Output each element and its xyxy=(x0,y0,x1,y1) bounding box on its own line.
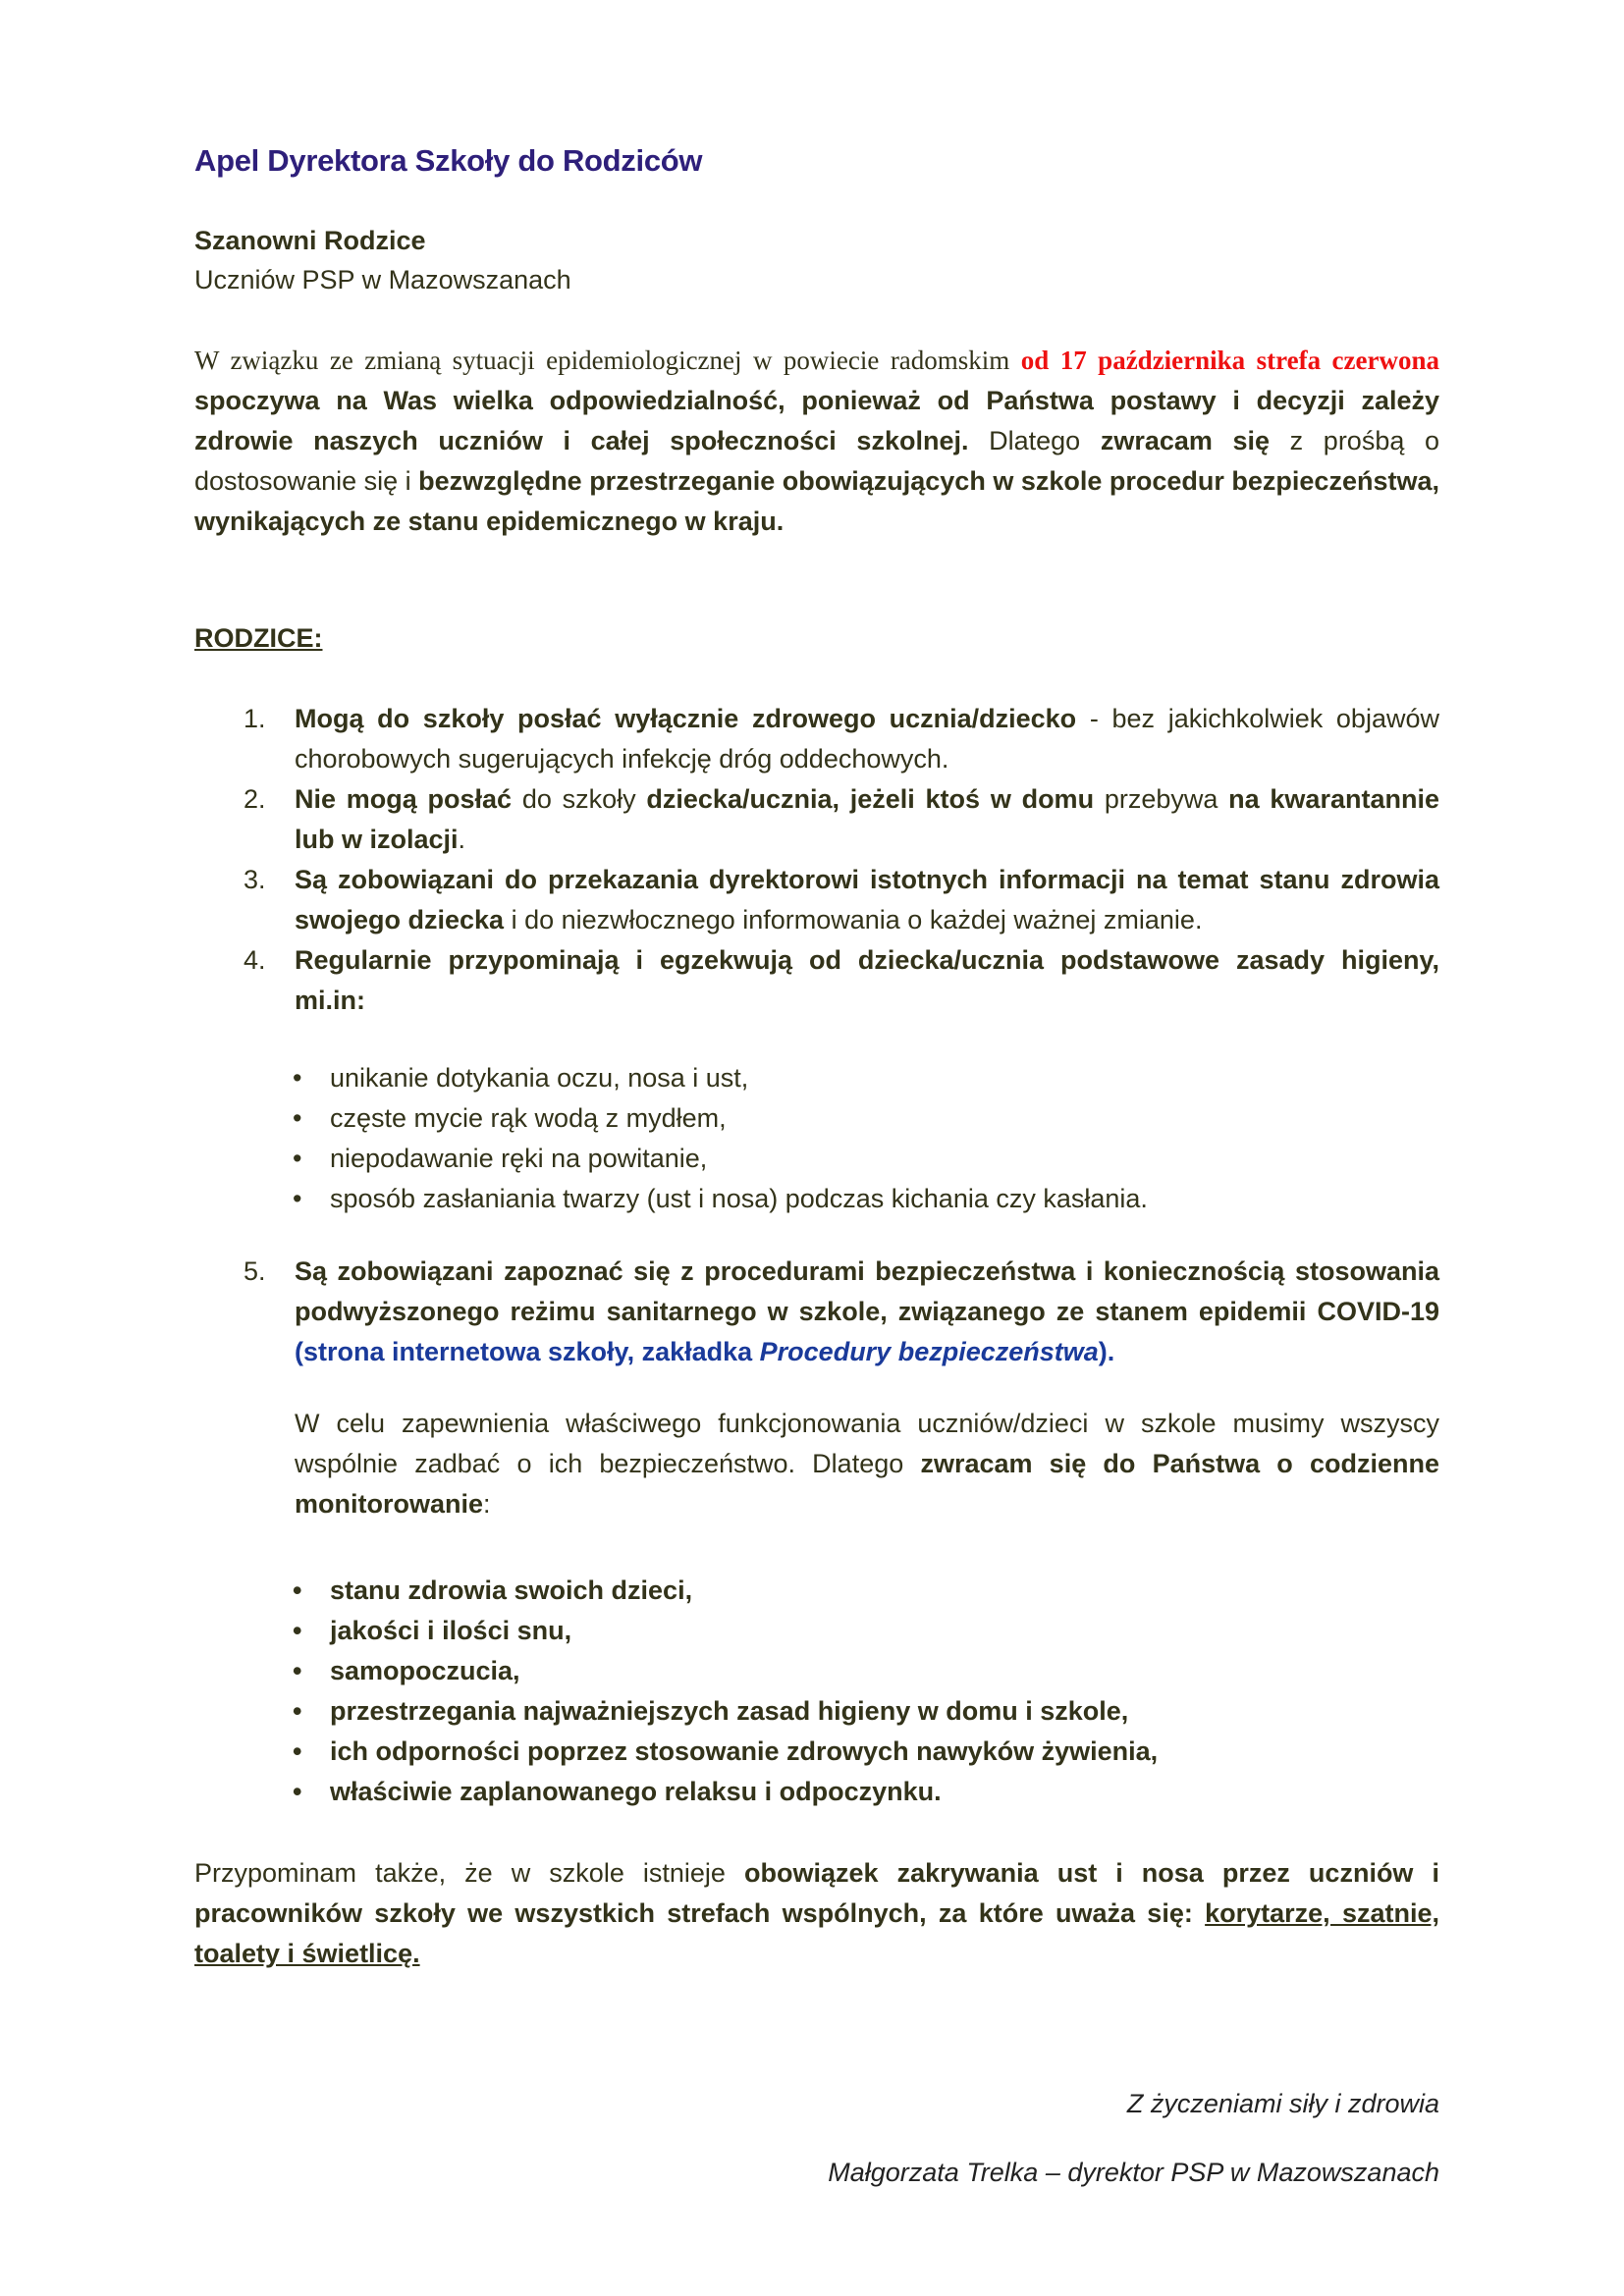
item-part: Regularnie przypominają i egzekwują od dziecka/ucznia podstawowe zasady higieny, mi.in: xyxy=(295,945,1439,1015)
hygiene-bullet: • niepodawanie ręki na powitanie, xyxy=(293,1139,1148,1179)
item-part: . xyxy=(458,825,466,854)
bullet-icon: • xyxy=(293,1144,302,1173)
bullet-icon: • xyxy=(293,1575,302,1605)
red-zone-notice: od 17 października strefa czerwona xyxy=(1020,346,1439,375)
bullet-icon: • xyxy=(293,1184,302,1213)
item5-paragraph-bold: zwracam się do Państwa o codzienne monitorowanie xyxy=(295,1449,1439,1519)
bullet-icon: • xyxy=(293,1616,302,1645)
intro-text: W związku ze zmianą sytuacji epidemiologicznej w powiecie radomskim xyxy=(194,346,1021,375)
item-content xyxy=(295,945,1439,1015)
duty-item xyxy=(244,860,1439,940)
parents-duties-list xyxy=(244,699,1439,1021)
closing-wishes: Z życzeniami siły i zdrowia xyxy=(1126,2089,1439,2118)
monitoring-bullet: • ich odporności poprzez stosowanie zdrowych nawyków żywienia, xyxy=(293,1732,1158,1772)
item-content xyxy=(295,704,1439,774)
item-part: Nie mogą posłać xyxy=(295,784,513,814)
final-paragraph: Przypominam także, że w szkole istnieje obowiązek zakrywania ust i nosa przez uczniów i pracowników szkoły we wszystkich strefach wspólnych, za które uważa się: korytarze, szatnie, toalety i świetlicę. xyxy=(194,1858,1439,1968)
item-part: - bez jakichkolwiek objawów chorobowych sugerujących infekcję dróg oddechowych. xyxy=(295,704,1439,774)
hygiene-bullet-list xyxy=(293,1058,1148,1219)
item5-bold: Są zobowiązani zapoznać się z procedurami bezpieczeństwa i koniecznością stosowania podwyższonego reżimu sanitarnego w szkole, związanego ze stanem epidemii COVID-19 xyxy=(295,1256,1439,1326)
item-part: Są zobowiązani do przekazania dyrektorowi istotnych informacji na temat stanu zdrowia swojego dziecka xyxy=(295,865,1439,934)
mask-obligation: obowiązek zakrywania ust i nosa przez uczniów i pracowników szkoły we wszystkich strefach wspólnych, za które uważa się: xyxy=(194,1858,1439,1928)
item-part: przebywa xyxy=(1094,784,1229,814)
intro-text-2: Dlatego xyxy=(968,426,1101,455)
item-number: 3. xyxy=(244,865,266,894)
item-number: 2. xyxy=(244,784,266,814)
hygiene-bullet: • częste mycie rąk wodą z mydłem, xyxy=(293,1098,1148,1139)
parents-duties-list-cont xyxy=(244,1252,1439,1372)
hygiene-bullet: • sposób zasłaniania twarzy (ust i nosa) podczas kichania czy kasłania. xyxy=(293,1179,1148,1219)
item-part: i do niezwłocznego informowania o każdej ważnej zmianie. xyxy=(504,905,1203,934)
document-title: Apel Dyrektora Szkoły do Rodziców xyxy=(194,143,703,178)
item-part: na kwarantannie lub w izolacji xyxy=(295,784,1439,854)
monitoring-bullet: • samopoczucia, xyxy=(293,1651,1158,1691)
common-areas: korytarze, szatnie, toalety i świetlicę. xyxy=(194,1898,1439,1968)
monitoring-bullet: • stanu zdrowia swoich dzieci, xyxy=(293,1571,1158,1611)
bullet-icon: • xyxy=(293,1103,302,1133)
duty-item xyxy=(244,699,1439,779)
monitoring-bullet-list xyxy=(293,1571,1158,1812)
bullet-icon: • xyxy=(293,1777,302,1806)
bullet-icon: • xyxy=(293,1063,302,1093)
item-content xyxy=(295,784,1439,854)
item5-close: ). xyxy=(1098,1337,1115,1366)
duty-item xyxy=(244,779,1439,860)
intro-bold-3: bezwzględne przestrzeganie obowiązujących w szkole procedur bezpieczeństwa, wynikających ze stanu epidemicznego w kraju. xyxy=(194,466,1439,536)
item5-paragraph: W celu zapewnienia właściwego funkcjonowania uczniów/dzieci w szkole musimy wszyscy wspólnie zadbać o ich bezpieczeństwo. Dlatego zwracam się do Państwa o codzienne monitorowanie: xyxy=(295,1409,1439,1519)
section-heading-parents: RODZICE: xyxy=(194,623,323,653)
monitoring-bullet: • przestrzegania najważniejszych zasad higieny w domu i szkole, xyxy=(293,1691,1158,1732)
monitoring-bullet: • właściwie zaplanowanego relaksu i odpoczynku. xyxy=(293,1772,1158,1812)
item-part: dziecka/ucznia, jeżeli ktoś w domu xyxy=(646,784,1095,814)
item-content xyxy=(295,865,1439,934)
greeting-line-1: Szanowni Rodzice xyxy=(194,226,426,255)
signature: Małgorzata Trelka – dyrektor PSP w Mazowszanach xyxy=(828,2158,1439,2187)
item5-website-hint: (strona internetowa szkoły, zakładka xyxy=(295,1337,760,1366)
intro-paragraph xyxy=(194,341,1439,542)
duty-item-5 xyxy=(244,1252,1439,1372)
item-number: 4. xyxy=(244,945,266,975)
procedures-tab-reference: Procedury bezpieczeństwa xyxy=(759,1337,1099,1366)
bullet-icon: • xyxy=(293,1656,302,1685)
greeting-line-2: Uczniów PSP w Mazowszanach xyxy=(194,265,571,294)
intro-text-3: z prośbą o dostosowanie się i xyxy=(194,426,1440,496)
bullet-icon: • xyxy=(293,1696,302,1726)
item-part: do szkoły xyxy=(512,784,647,814)
item-part: Mogą do szkoły posłać wyłącznie zdrowego ucznia/dziecko xyxy=(295,704,1077,733)
bullet-icon: • xyxy=(293,1736,302,1766)
duty-item xyxy=(244,940,1439,1021)
intro-responsibility: spoczywa na Was wielka odpowiedzialność, ponieważ od Państwa postawy i decyzji zależy zdrowie naszych uczniów i całej społeczności szkolnej. xyxy=(194,386,1439,455)
item-number: 1. xyxy=(244,704,266,733)
monitoring-bullet: • jakości i ilości snu, xyxy=(293,1611,1158,1651)
hygiene-bullet: • unikanie dotykania oczu, nosa i ust, xyxy=(293,1058,1148,1098)
item-number: 5. xyxy=(244,1256,266,1286)
intro-bold-2: zwracam się xyxy=(1100,426,1271,455)
